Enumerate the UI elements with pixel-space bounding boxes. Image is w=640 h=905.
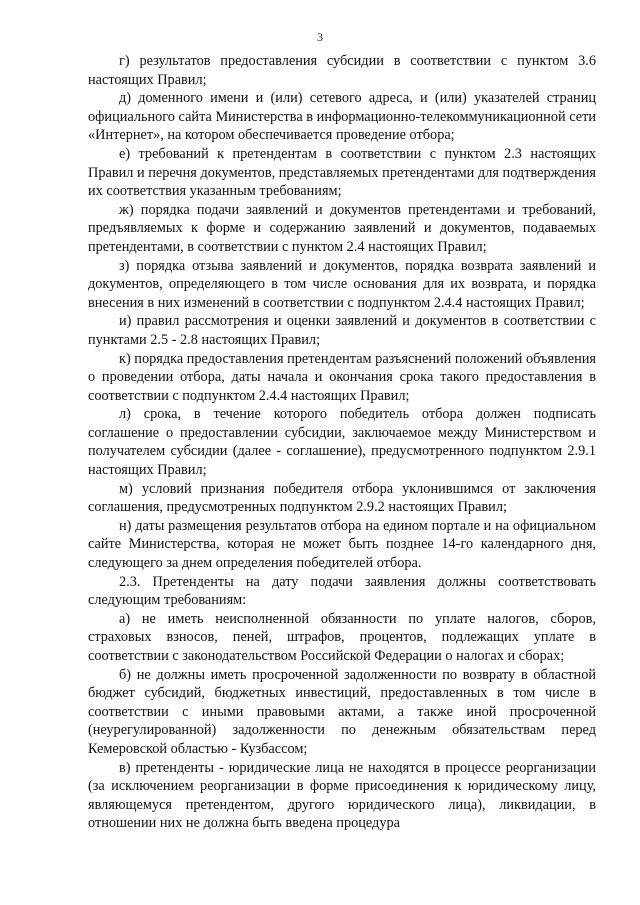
paragraph-k: к) порядка предоставления претендентам разъяснений положений объявления о проведении отбора, даты начала и окончания срока такого предоставления в соответствии с подпунктом 2.4.4 настоящих Правил; (88, 350, 596, 404)
paragraph-m: м) условий признания победителя отбора уклонившимся от заключения соглашения, предусмотренных подпунктом 2.9.2 настоящих Правил; (88, 480, 596, 516)
paragraph-zh: ж) порядка подачи заявлений и документов претендентами и требований, предъявляемых к форме и содержанию заявлений и документов, подаваемых претендентами, в соответствии с пунктом 2.4 настоящих Правил; (88, 201, 596, 255)
document-body (88, 52, 596, 833)
paragraph-i: и) правил рассмотрения и оценки заявлений и документов в соответствии с пунктами 2.5 - 2.8 настоящих Правил; (88, 313, 596, 348)
paragraph-v: в) претенденты - юридические лица не находятся в процессе реорганизации (за исключением реорганизации в форме присоединения к юридическому лицу, являющемуся претендентом, другого юридического лица), ликвидации, в отношении них не должна быть введена процедура (88, 759, 596, 832)
paragraph-g: г) результатов предоставления субсидии в соответствии с пунктом 3.6 настоящих Правил; (88, 53, 596, 88)
paragraph-d: д) доменного имени и (или) сетевого адреса, и (или) указателей страниц официального сайта Министерства в информационно-телекоммуникационной сети «Интернет», на котором обеспечивается проведение отбора; (88, 90, 596, 144)
paragraph-z: з) порядка отзыва заявлений и документов, порядка возврата заявлений и документов, определяющего в том числе основания для их возврата, и порядка внесения в них изменений в соответствии с подпунктом 2.4.4 настоящих Правил; (88, 257, 596, 311)
paragraph-e: е) требований к претендентам в соответствии с пунктом 2.3 настоящих Правил и перечня документов, представляемых претендентами для подтверждения их соответствия указанным требованиям; (88, 145, 596, 200)
paragraph-b: б) не должны иметь просроченной задолженности по возврату в областной бюджет субсидий, бюджетных инвестиций, предоставленных в том числе в соответствии с иными правовыми актами, а также иной просроченной (неурегулированной) задолженности по денежным обязательствам перед Кемеровской областью - Кузбассом; (88, 666, 596, 757)
page-number: 3 (317, 30, 323, 44)
paragraph-a: а) не иметь неисполненной обязанности по уплате налогов, сборов, страховых взносов, пеней, штрафов, процентов, подлежащих уплате в соответствии с законодательством Российской Федерации о налогах и сборах; (88, 610, 596, 664)
paragraph-l: л) срока, в течение которого победитель отбора должен подписать соглашение о предоставлении субсидии, заключаемое между Министерством и получателем субсидии (далее - соглашение), предусмотренного подпунктом 2.9.1 настоящих Правил; (88, 406, 596, 479)
paragraph-n: н) даты размещения результатов отбора на едином портале и на официальном сайте Министерства, которая не может быть позднее 14-го календарного дня, следующего за днем определения победителей отбора. (88, 517, 596, 572)
section-2-3-heading: 2.3. Претенденты на дату подачи заявления должны соответствовать следующим требованиям: (88, 573, 596, 609)
